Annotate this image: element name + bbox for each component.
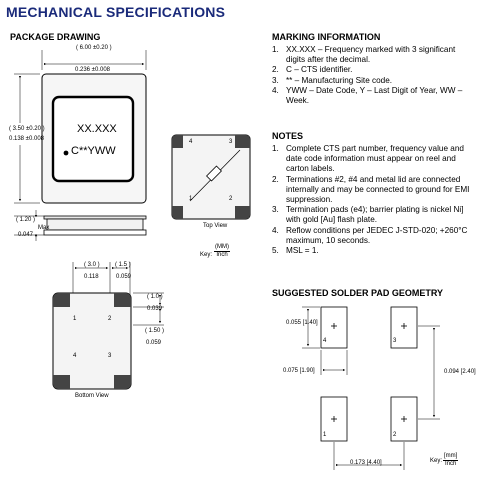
pad-w-mm: ( 1.5 ) xyxy=(115,262,131,268)
bottom-pin-4: 4 xyxy=(73,353,77,359)
marking-line2: C**YWW xyxy=(71,145,116,157)
item-text: Complete CTS part number, frequency value and date code information must appear on reel and carton labels. xyxy=(286,144,464,174)
pad-gap-in: 0.059 xyxy=(146,340,162,346)
list-item xyxy=(272,45,472,65)
pad-w-in: 0.059 xyxy=(116,274,132,280)
list-item xyxy=(272,65,472,75)
item-text: Reflow conditions per JEDEC J-STD-020; +260°C maximum, 10 seconds. xyxy=(286,225,468,245)
top-view-label: Top View xyxy=(203,223,228,229)
solder-key-top: [mm] xyxy=(444,453,458,459)
package-top-view xyxy=(172,135,250,219)
bottom-pin-3: 3 xyxy=(108,353,112,359)
list-item xyxy=(272,86,472,106)
item-text: Termination pads (e4); barrier plating is nickel Ni] with gold [Au] flash plate. xyxy=(286,205,464,225)
dim-pad-h: 0.055 [1.40] xyxy=(286,320,318,326)
key-label: Key: xyxy=(200,252,213,258)
solder-pad-heading: SUGGESTED SOLDER PAD GEOMETRY xyxy=(272,288,444,298)
width-mm: ( 6.00 ±0.20 ) xyxy=(76,45,112,51)
pitch-mm: ( 3.0 ) xyxy=(84,262,100,268)
pad-gap-mm: ( 1.50 ) xyxy=(145,328,165,334)
list-item xyxy=(272,76,472,86)
marking-line1: XX.XXX xyxy=(77,123,117,135)
package-bottom-view xyxy=(53,293,131,389)
solder-pin-2: 2 xyxy=(393,432,397,438)
package-drawing-heading: PACKAGE DRAWING xyxy=(10,32,101,42)
solder-pin-1: 1 xyxy=(323,432,327,438)
item-num: 1. xyxy=(272,45,279,54)
solder-key-units xyxy=(443,453,458,468)
top-pin-1: 1 xyxy=(189,196,193,202)
marking-info-heading: MARKING INFORMATION xyxy=(272,32,381,42)
item-text: ** – Manufacturing Site code. xyxy=(286,75,393,85)
package-drawing xyxy=(0,40,265,480)
pad-h-mm: ( 1.0 ) xyxy=(147,294,163,300)
item-text: XX.XXX – Frequency marked with 3 significant digits after the decimal. xyxy=(286,45,456,65)
item-text: C – CTS identifier. xyxy=(286,65,353,75)
thickness-in: 0.047 xyxy=(18,232,34,238)
notes-list xyxy=(272,144,472,256)
item-text: MSL = 1. xyxy=(286,246,319,256)
solder-pin-4: 4 xyxy=(323,338,327,344)
pin1-dot xyxy=(64,151,69,156)
item-text: YWW – Date Code, Y – Last Digit of Year, WW – Week. xyxy=(286,85,463,106)
item-num: 4. xyxy=(272,225,279,235)
item-num: 3. xyxy=(272,75,279,85)
top-pin-3: 3 xyxy=(229,139,233,145)
key-top: (MM) xyxy=(215,244,229,250)
pad-h-in: 0.039 xyxy=(147,306,163,312)
item-num: 5. xyxy=(272,246,279,256)
key-units xyxy=(214,244,230,259)
item-text: Terminations #2, #4 and metal lid are connected internally and may be connected to ground for EMI suppression. xyxy=(286,174,470,205)
item-num: 4. xyxy=(272,85,279,95)
dim-pad-w: 0.075 [1.90] xyxy=(283,368,315,374)
width-in: 0.236 ±0.008 xyxy=(75,67,110,73)
page-title: MECHANICAL SPECIFICATIONS xyxy=(6,4,226,20)
list-item xyxy=(272,205,472,225)
list-item xyxy=(272,144,472,175)
thickness-mm: ( 1.20 ) xyxy=(16,217,36,223)
thickness-max: Max xyxy=(38,225,50,231)
marking-info-list xyxy=(272,45,472,106)
solder-key-bottom: Inch xyxy=(445,461,457,467)
dim-vert: 0.094 [2.40] xyxy=(444,369,476,375)
height-mm: ( 3.50 ±0.20 ) xyxy=(9,126,45,132)
package-side-view xyxy=(44,216,146,235)
list-item xyxy=(272,175,472,206)
bottom-view-label: Bottom View xyxy=(75,393,109,399)
list-item xyxy=(272,226,472,246)
top-pin-4: 4 xyxy=(189,139,193,145)
notes-heading: NOTES xyxy=(272,131,304,141)
item-num: 2. xyxy=(272,174,279,184)
item-num: 2. xyxy=(272,65,279,75)
height-in: 0.138 ±0.008 xyxy=(9,136,44,142)
key-bottom: Inch xyxy=(216,252,228,258)
bottom-pin-1: 1 xyxy=(73,316,77,322)
solder-key-label: Key: xyxy=(430,458,443,464)
bottom-pin-2: 2 xyxy=(108,316,112,322)
dim-horiz: 0.173 [4.40] xyxy=(350,460,382,466)
item-num: 1. xyxy=(272,144,279,153)
pitch-in: 0.118 xyxy=(84,274,99,280)
list-item xyxy=(272,246,472,256)
top-pin-2: 2 xyxy=(229,196,233,202)
item-num: 3. xyxy=(272,205,279,215)
solder-pin-3: 3 xyxy=(393,338,397,344)
